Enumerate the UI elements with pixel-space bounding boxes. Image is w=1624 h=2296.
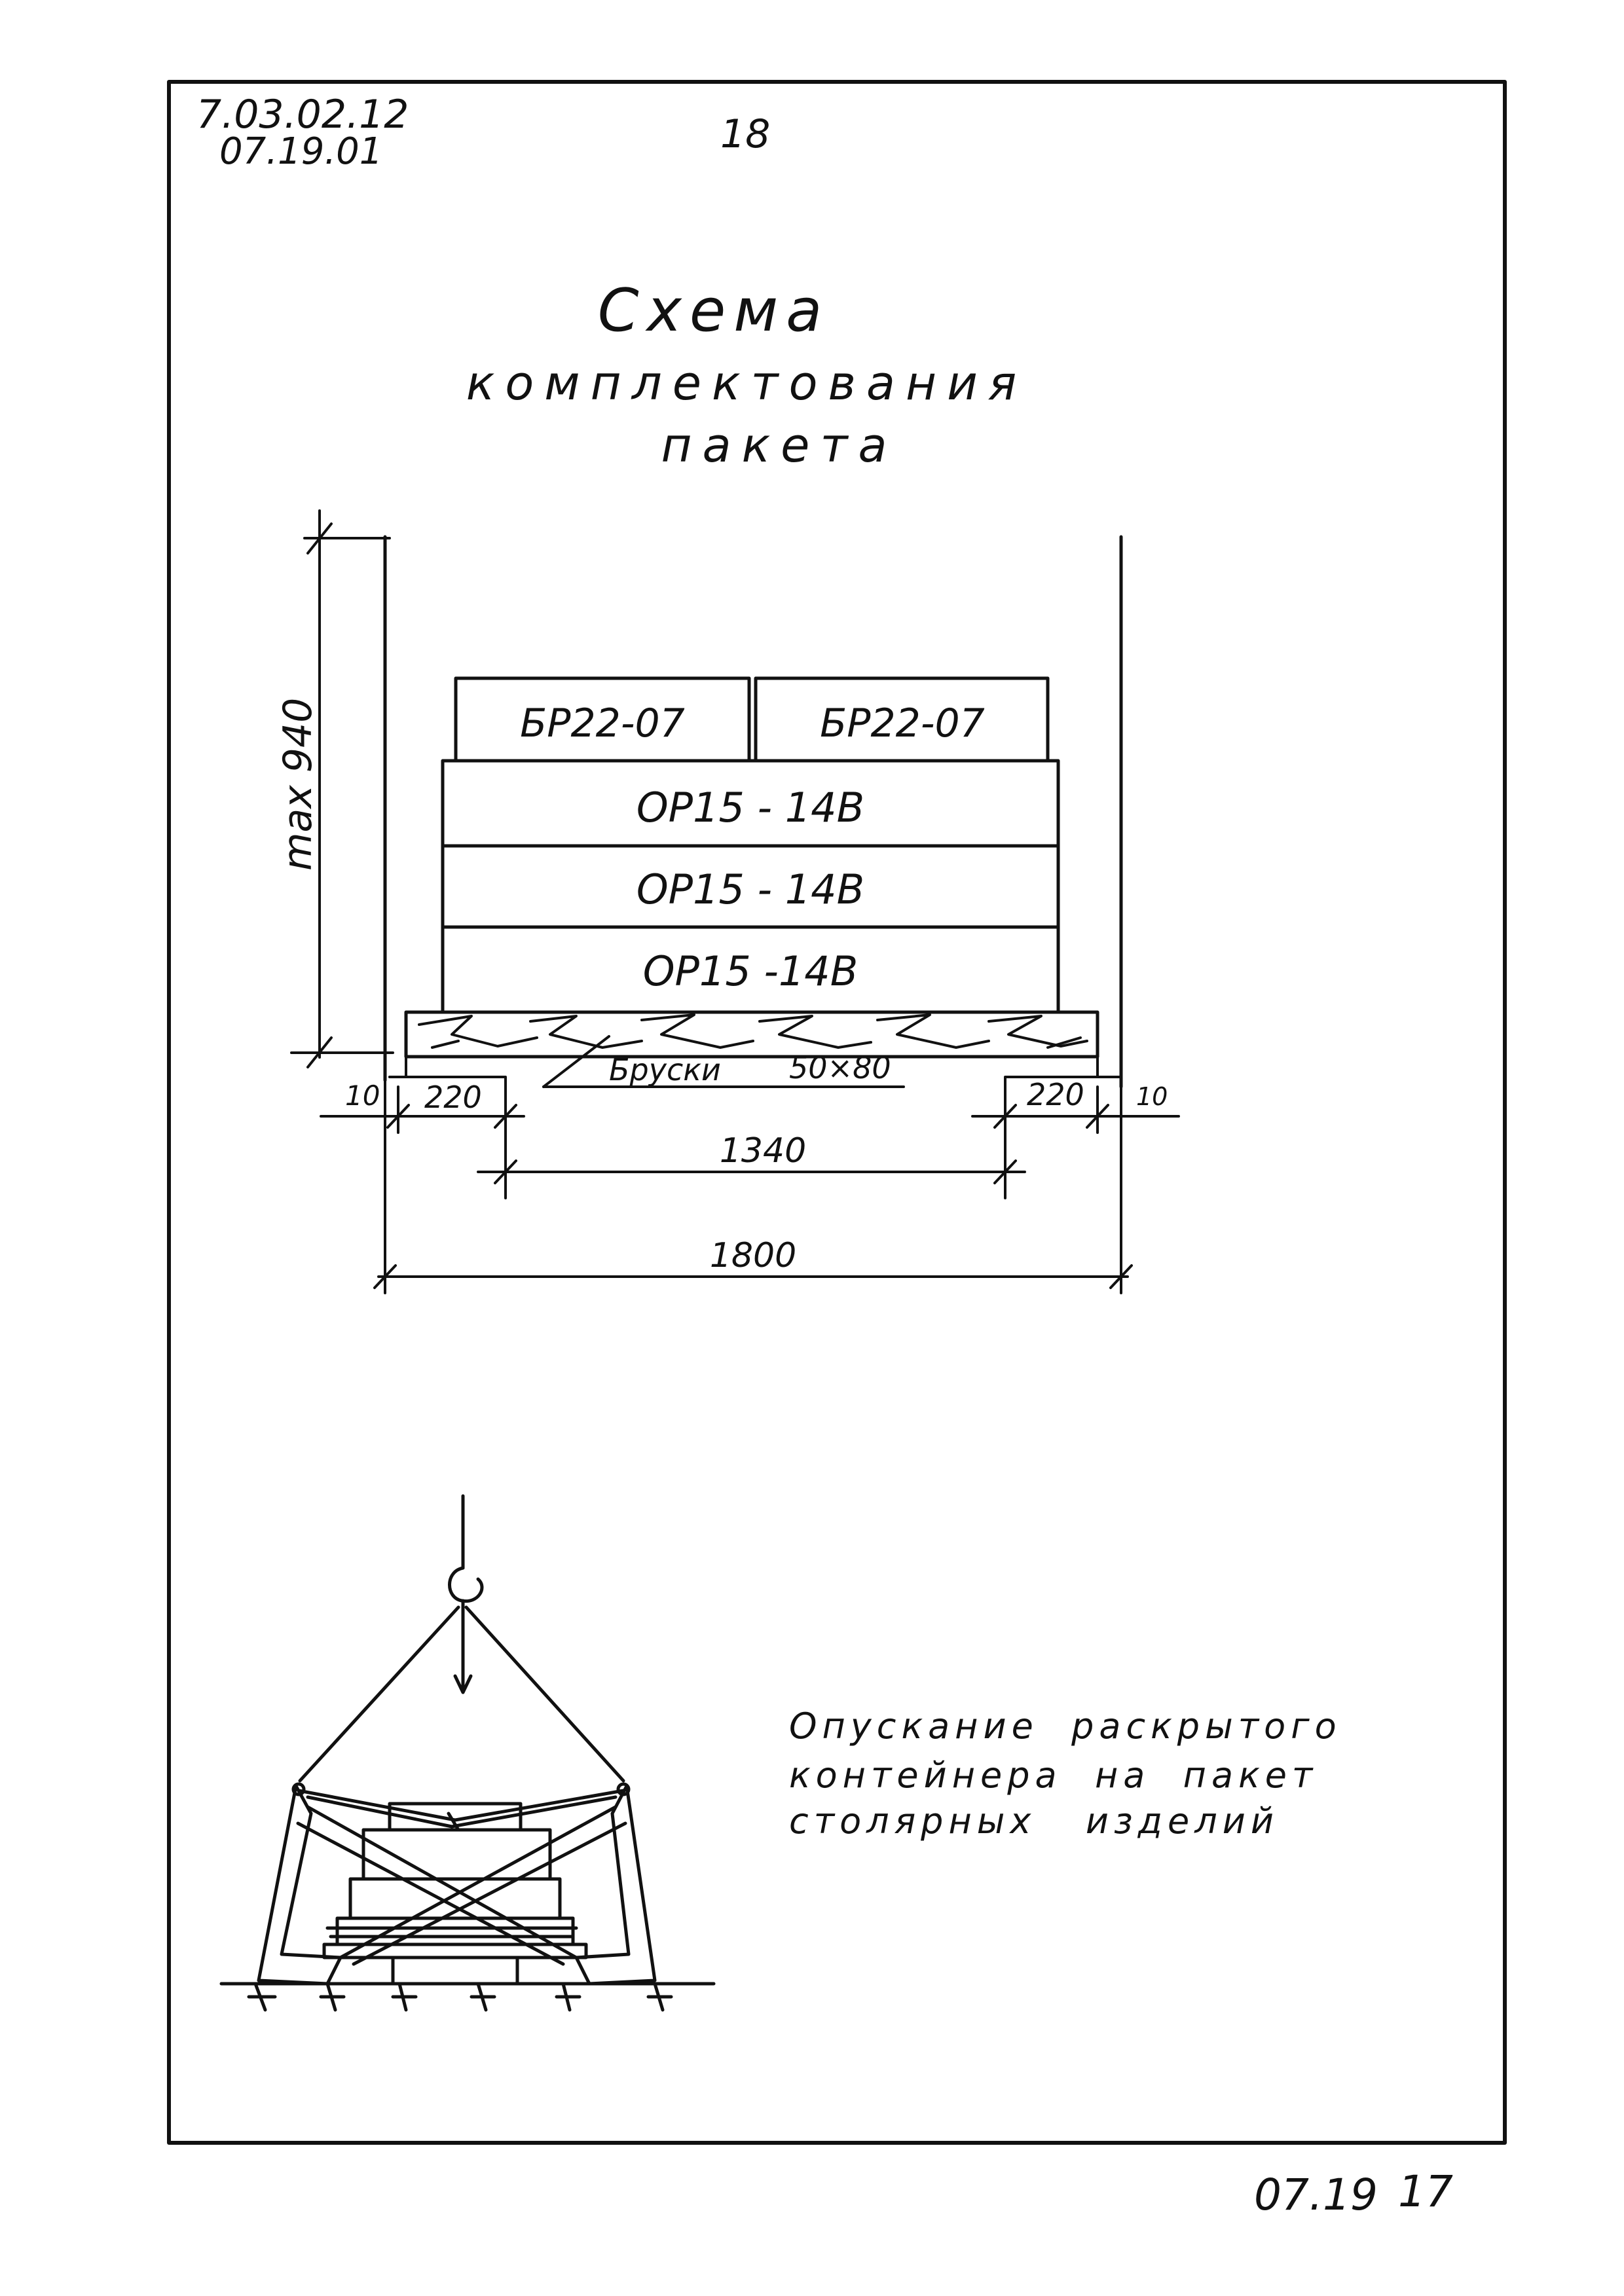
- title-line-1: Схема: [597, 276, 830, 345]
- footer-code: 07.19: [1254, 2170, 1378, 2220]
- caption-line-1: Опускание раскрытого: [789, 1705, 1342, 1747]
- crane-hook-icon: [449, 1568, 481, 1601]
- support-right-label: 220: [1027, 1077, 1084, 1112]
- caption-line-2: контейнера на пакет: [789, 1755, 1318, 1796]
- height-max-label: max 940: [275, 697, 321, 871]
- bars-size-label: 50×80: [789, 1050, 891, 1085]
- title-line-3: пакета: [661, 418, 898, 473]
- title-line-2: комплектования: [466, 355, 1027, 410]
- total-width-label: 1800: [709, 1236, 797, 1275]
- sheet-code-line-2: 07.19.01: [219, 130, 383, 173]
- support-left-label: 220: [424, 1080, 482, 1115]
- edge-left-label: 10: [345, 1080, 380, 1112]
- main-block-2: [443, 846, 1058, 927]
- main-block-3: [443, 927, 1058, 1012]
- sheet-code-line-1: 7.03.02.12: [196, 92, 409, 137]
- caption-line-3: столярных изделий: [789, 1800, 1279, 1842]
- bars-label: Бруски: [609, 1052, 721, 1087]
- top-block-left: [456, 678, 749, 761]
- main-block-1-label: ОР15 - 14В: [636, 784, 865, 831]
- page-number: 18: [720, 111, 771, 157]
- container-lifting-illustration: [221, 1496, 714, 2010]
- main-block-2-label: ОР15 - 14В: [636, 866, 865, 913]
- edge-right-label: 10: [1136, 1082, 1168, 1111]
- main-block-1: [443, 761, 1058, 846]
- top-block-right: [756, 678, 1048, 761]
- timber-bars: [406, 1012, 1098, 1057]
- top-block-right-label: БР22-07: [820, 701, 985, 746]
- inner-span-label: 1340: [719, 1131, 807, 1171]
- footer-number: 17: [1398, 2166, 1453, 2217]
- top-block-left-label: БР22-07: [520, 701, 685, 746]
- main-block-3-label: ОР15 -14В: [642, 947, 858, 995]
